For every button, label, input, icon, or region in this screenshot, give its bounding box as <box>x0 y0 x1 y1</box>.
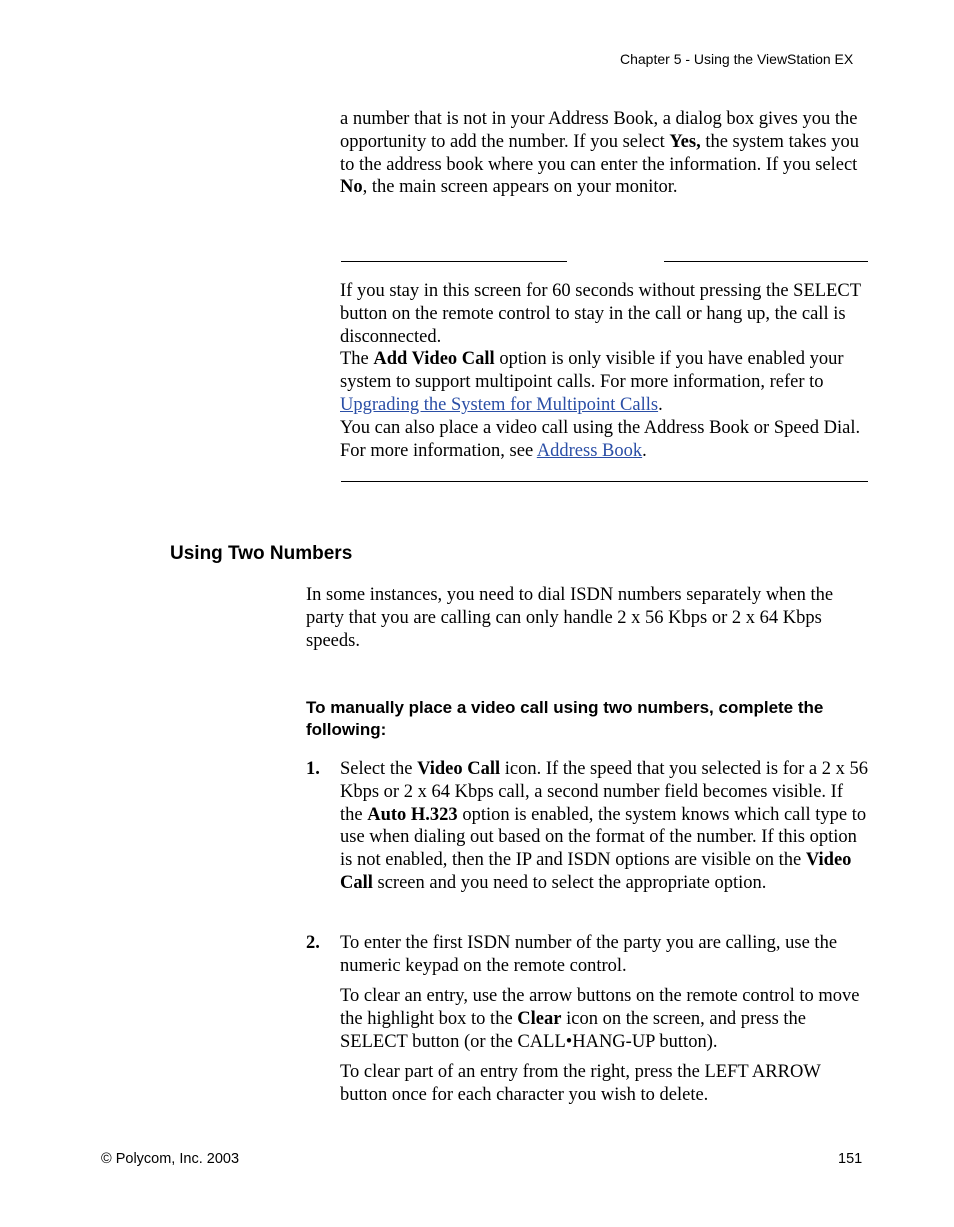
step-text: Select the <box>340 759 418 779</box>
step-1-number: 1. <box>306 759 320 779</box>
yes-option: Yes, <box>669 131 701 152</box>
intro-text-2: the system takes you to the address book where you can enter the information. If you select <box>340 131 859 175</box>
note-text: . <box>642 440 647 461</box>
step-text: To clear an entry, use the arrow buttons on the remote control to move the highlight box to the <box>340 986 860 1029</box>
procedure-heading: To manually place a video call using two numbers, complete the following: <box>306 698 824 739</box>
running-header: Chapter 5 - Using the ViewStation EX <box>620 51 854 67</box>
note-add-video-call <box>340 348 870 416</box>
note-top-rule-left <box>341 261 567 262</box>
step-2-clear-part: To clear part of an entry from the right, press the LEFT ARROW button once for each character you wish to delete. <box>340 1062 821 1105</box>
step-1-text <box>340 758 870 895</box>
note-text: . <box>658 394 663 415</box>
step-text: icon. If the speed that you selected is for a 2 x 56 Kbps or 2 x 64 Kbps call, a second number field becomes visible. If the <box>340 759 868 825</box>
step-2-clear-entry <box>340 985 870 1053</box>
section-heading: Using Two Numbers <box>170 543 353 564</box>
step-text: screen and you need to select the appropriate option. <box>372 872 767 893</box>
note-text: The <box>340 349 374 370</box>
address-book-link[interactable]: Address Book <box>536 440 643 461</box>
note-address-book <box>340 417 870 463</box>
note-text: option is only visible if you have enabled your system to support multipoint calls. For more information, refer to <box>340 349 844 393</box>
video-call-term: Video Call <box>417 759 501 779</box>
intro-paragraph <box>340 108 870 199</box>
note-timeout: If you stay in this screen for 60 seconds without pressing the SELECT button on the remote control to stay in the call or hang up, the call is disconnected. <box>340 281 861 347</box>
note-bottom-rule <box>341 481 868 482</box>
multipoint-link[interactable]: Upgrading the System for Multipoint Calls <box>340 394 659 415</box>
intro-text-3: , the main screen appears on your monitor. <box>362 177 678 198</box>
step-text: icon on the screen, and press the SELECT button (or the CALL•HANG-UP button). <box>340 1008 806 1052</box>
footer-copyright: © Polycom, Inc. 2003 <box>101 1151 240 1167</box>
auto-h323-term: Auto H.323 <box>367 804 458 825</box>
note-text: You can also place a video call using the Address Book or Speed Dial. For more information, see <box>340 417 861 461</box>
note-box <box>340 280 870 462</box>
add-video-call-term: Add Video Call <box>373 349 495 370</box>
clear-term: Clear <box>517 1008 562 1029</box>
video-call-term: Video Call <box>340 850 852 893</box>
note-top-rule-right <box>664 261 868 262</box>
no-option: No <box>340 177 363 198</box>
intro-text-1: a number that is not in your Address Book, a dialog box gives you the opportunity to add the number. If you select <box>340 109 858 152</box>
step-text: option is enabled, the system knows which call type to use when dialing out based on the format of the number. If this option is not enabled, then the IP and ISDN options are visible on the <box>340 804 867 871</box>
step-2-number: 2. <box>306 933 320 953</box>
section-paragraph: In some instances, you need to dial ISDN numbers separately when the party that you are calling can only handle 2 x 56 Kbps or 2 x 64 Kbps speeds. <box>306 585 834 651</box>
page-number: 151 <box>838 1151 863 1167</box>
step-2-text: To enter the first ISDN number of the party you are calling, use the numeric keypad on the remote control. <box>340 933 838 976</box>
